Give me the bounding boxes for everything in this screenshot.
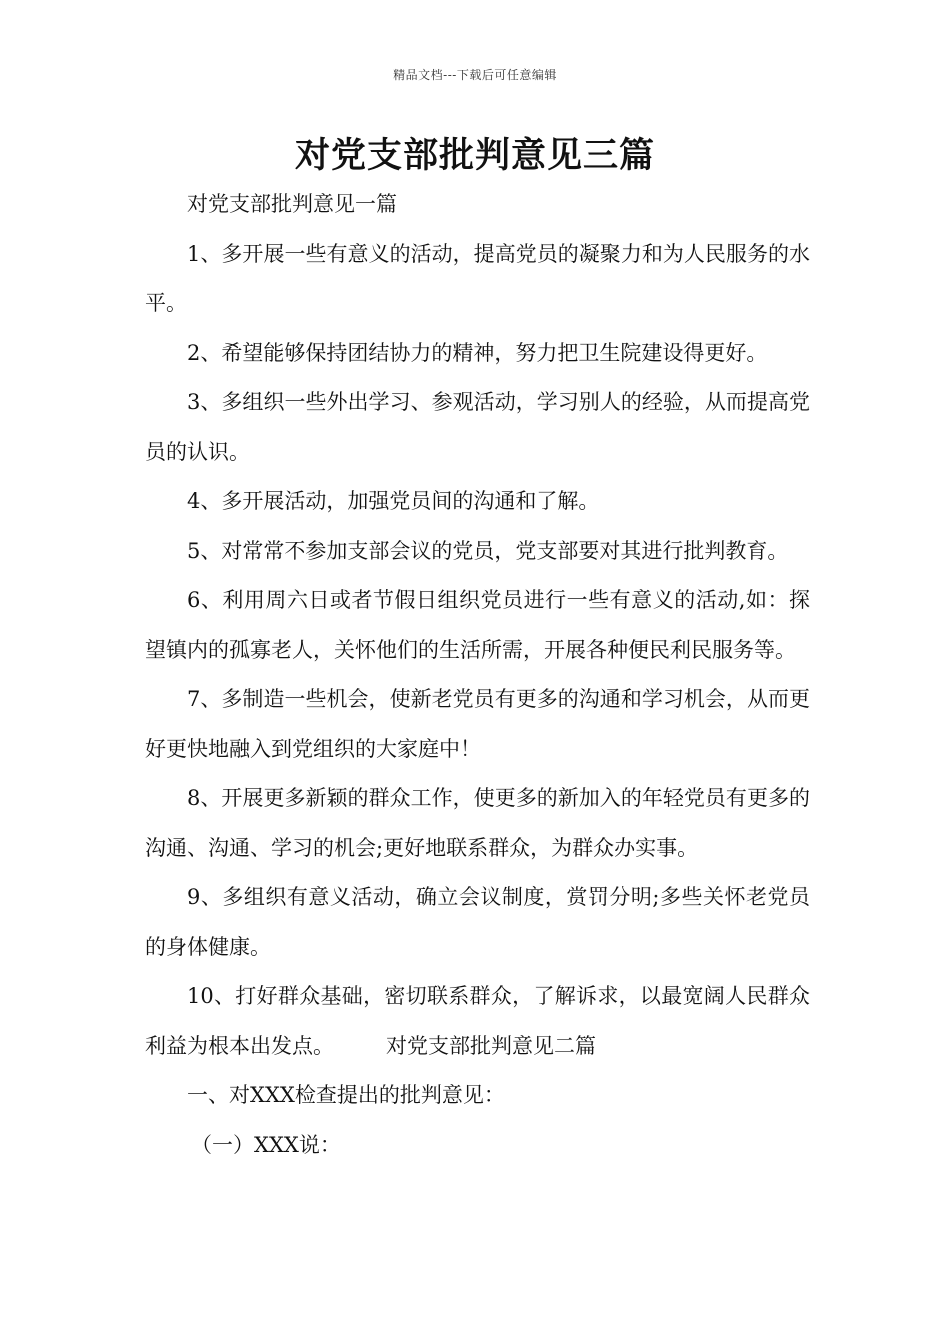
list-item: 7、多制造一些机会，使新老党员有更多的沟通和学习机会，从而更好更快地融入到党组织的大家庭中！ [145, 687, 810, 761]
list-item: 4、多开展活动，加强党员间的沟通和了解。 [187, 489, 600, 513]
page-title: 对党支部批判意见三篇 [294, 135, 655, 176]
list-item: 5、对常常不参加支部会议的党员，党支部要对其进行批判教育。 [187, 538, 789, 563]
section-heading-2: 对党支部批判意见二篇 [386, 1033, 596, 1058]
sub-heading: （一）XXX说： [191, 1132, 341, 1157]
document-body [145, 180, 810, 1170]
list-item-10 [145, 972, 810, 1071]
item-10-text: 10、打好群众基础，密切联系群众，了解诉求，以最宽阔人民群众利益为根本出发点。 [145, 984, 810, 1058]
list-item: 3、多组织一些外出学习、参观活动，学习别人的经验，从而提高党员的认识。 [145, 390, 810, 464]
section-heading: 对党支部批判意见一篇 [187, 192, 397, 216]
part-heading: 一、对XXX检查提出的批判意见： [187, 1083, 505, 1107]
list-item: 8、开展更多新颖的群众工作，使更多的新加入的年轻党员有更多的沟通、沟通、学习的机会;更好地联系群众，为群众办实事。 [145, 786, 810, 860]
list-item: 2、希望能够保持团结协力的精神，努力把卫生院建设得更好。 [187, 340, 768, 365]
list-item: 6、利用周六日或者节假日组织党员进行一些有意义的活动,如：探望镇内的孤寡老人，关怀他们的生活所需，开展各种便民利民服务等。 [145, 588, 810, 662]
list-item: 9、多组织有意义活动，确立会议制度，赏罚分明;多些关怀老党员的身体健康。 [145, 885, 810, 959]
header-note: 精品文档---下载后可任意编辑 [393, 68, 557, 82]
list-item: 1、多开展一些有意义的活动，提高党员的凝聚力和为人民服务的水平。 [145, 241, 810, 315]
